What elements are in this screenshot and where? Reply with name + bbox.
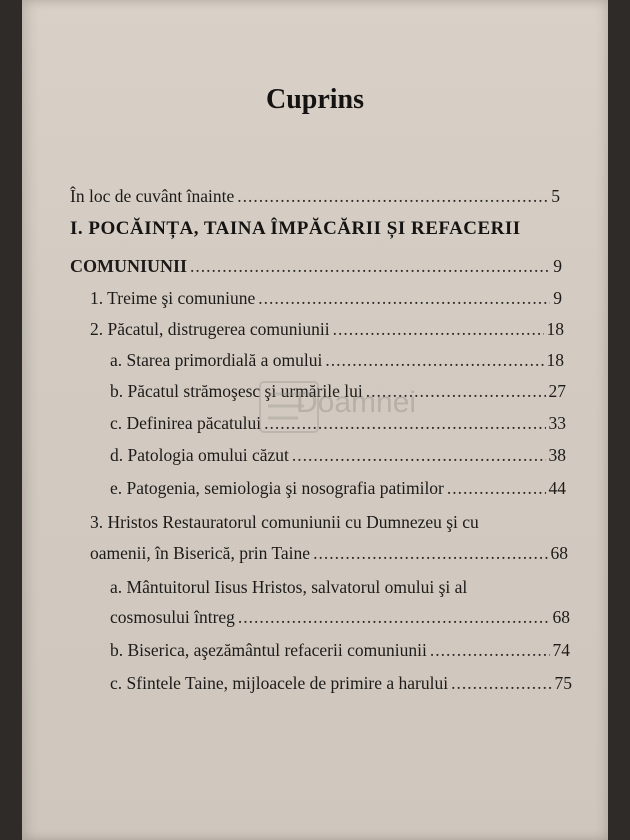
toc-entry-label-line2: cosmosului întreg xyxy=(110,607,235,627)
toc-entry-page: 27 xyxy=(548,381,566,401)
page-title: Cuprins xyxy=(265,84,365,115)
toc-entry-label: În loc de cuvânt înainte xyxy=(70,186,235,206)
toc-entry-label-line2: oamenii, în Biserică, prin Taine xyxy=(90,543,311,563)
dot-leader xyxy=(430,640,550,661)
dot-leader xyxy=(325,350,543,371)
toc-entry xyxy=(90,319,564,340)
toc-entry-label: e. Patogenia, semiologia şi nosografia patimilor xyxy=(110,478,444,498)
toc-entry-label: a. Starea primordială a omului xyxy=(110,350,323,370)
toc-entry-label-line1: 3. Hristos Restauratorul comuniunii cu Dumnezeu şi cu xyxy=(90,512,479,532)
toc-entry-page: 18 xyxy=(546,319,564,339)
toc-entry xyxy=(90,288,562,309)
toc-part-heading-line2: COMUNIUNII xyxy=(70,256,187,276)
book-page xyxy=(22,0,608,840)
dot-leader xyxy=(366,381,546,402)
toc-entry-label: d. Patologia omului căzut xyxy=(110,445,289,465)
toc-entry-page: 44 xyxy=(548,478,566,498)
toc-entry-page: 33 xyxy=(548,413,566,433)
dot-leader xyxy=(264,413,545,434)
dot-leader xyxy=(238,607,550,628)
dot-leader xyxy=(190,256,550,277)
toc-entry xyxy=(110,413,566,434)
toc-entry-page: 9 xyxy=(553,256,562,276)
dot-leader xyxy=(333,319,544,340)
toc-entry-label: b. Păcatul strămoşesc şi urmările lui xyxy=(110,381,363,401)
toc-entry-label: c. Definirea păcatului xyxy=(110,413,262,433)
toc-part-heading-line1: I. POCĂINȚA, TAINA ÎMPĂCĂRII ȘI REFACERII xyxy=(70,218,521,239)
toc-entry xyxy=(110,478,566,499)
toc-entry xyxy=(110,350,564,371)
dot-leader xyxy=(447,478,546,499)
toc-entry xyxy=(110,381,566,402)
watermark-text: Doamnei xyxy=(296,386,417,419)
dot-leader xyxy=(313,543,547,564)
dot-leader xyxy=(451,673,551,694)
dot-leader xyxy=(237,186,548,207)
toc-entry-page: 5 xyxy=(551,186,560,206)
toc-entry-page: 68 xyxy=(550,543,568,563)
toc-entry-page: 74 xyxy=(552,640,570,660)
toc-entry xyxy=(110,445,566,466)
toc-entry xyxy=(70,186,560,207)
dot-leader xyxy=(292,445,546,466)
toc-entry-label: c. Sfintele Taine, mijloacele de primire a harului xyxy=(110,673,449,693)
toc-entry-page: 9 xyxy=(553,288,562,308)
toc-entry-page: 18 xyxy=(546,350,564,370)
dot-leader xyxy=(258,288,550,309)
toc-entry-label-line1: a. Mântuitorul Iisus Hristos, salvatorul omului şi al xyxy=(110,577,468,597)
toc-entry-page: 75 xyxy=(554,673,572,693)
toc-entry-label: b. Biserica, aşezământul refacerii comuniunii xyxy=(110,640,427,660)
toc-entry xyxy=(110,607,570,628)
toc-entry-page: 68 xyxy=(552,607,570,627)
toc-entry xyxy=(90,543,568,564)
toc-entry-page: 38 xyxy=(548,445,566,465)
toc-entry xyxy=(110,640,570,661)
toc-entry xyxy=(110,673,572,694)
toc-entry xyxy=(70,256,562,277)
toc-entry-label: 1. Treime şi comuniune xyxy=(90,288,256,308)
toc-entry-label: 2. Păcatul, distrugerea comuniunii xyxy=(90,319,330,339)
